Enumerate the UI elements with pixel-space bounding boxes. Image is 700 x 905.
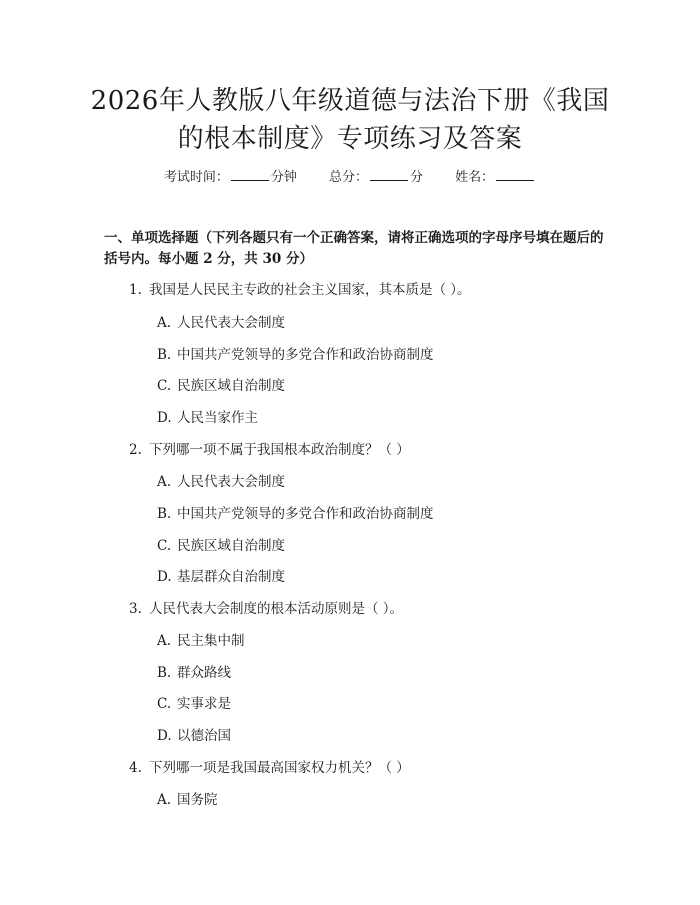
option-3b	[157, 663, 231, 683]
option-letter: B.	[157, 506, 172, 522]
question-number: 4.	[129, 760, 142, 776]
exam-time-unit: 分钟	[270, 170, 297, 185]
option-letter: A.	[157, 474, 172, 490]
question-number: 2.	[129, 442, 142, 458]
option-letter: D.	[157, 569, 172, 585]
option-letter: C.	[157, 696, 172, 712]
option-4a	[157, 790, 218, 810]
option-2b	[157, 504, 434, 524]
option-letter: B.	[157, 347, 172, 363]
option-letter: A.	[157, 633, 172, 649]
option-1c	[157, 376, 285, 396]
exam-time-blank	[231, 168, 269, 181]
option-text: 人民代表大会制度	[177, 315, 285, 331]
option-text: 基层群众自治制度	[177, 569, 285, 585]
option-letter: C.	[157, 538, 172, 554]
student-name-label: 姓名：	[455, 170, 495, 185]
total-score-unit: 分	[410, 170, 424, 185]
option-letter: D.	[157, 728, 172, 744]
question-number: 3.	[129, 601, 142, 617]
option-1a	[157, 313, 285, 333]
option-3d	[157, 726, 231, 746]
question-stem: 我国是人民民主专政的社会主义国家，其本质是（ ）。	[149, 282, 471, 298]
student-name-blank	[496, 168, 534, 181]
exam-info-line	[0, 168, 700, 187]
total-score-blank	[370, 168, 408, 181]
total-score-label: 总分：	[328, 170, 368, 185]
question-3	[129, 599, 403, 619]
option-letter: A.	[157, 315, 172, 331]
option-1b	[157, 345, 434, 365]
exam-time-field	[164, 168, 297, 187]
section-heading: 一、单项选择题（下列各题只有一个正确答案，请将正确选项的字母序号填在题后的括号内。每小题 2 分，共 30 分）	[104, 230, 604, 267]
option-text: 民族区域自治制度	[177, 538, 285, 554]
question-number: 1.	[129, 282, 142, 298]
option-2a	[157, 472, 285, 492]
option-letter: C.	[157, 378, 172, 394]
option-text: 人民当家作主	[177, 410, 258, 426]
option-text: 中国共产党领导的多党合作和政治协商制度	[177, 347, 434, 363]
total-score-field	[329, 168, 423, 187]
option-2c	[157, 536, 285, 556]
option-1d	[157, 408, 258, 428]
option-text: 人民代表大会制度	[177, 474, 285, 490]
option-text: 国务院	[177, 792, 218, 808]
student-name-field	[455, 168, 536, 187]
question-stem: 人民代表大会制度的根本活动原则是（ ）。	[149, 601, 404, 617]
option-3a	[157, 631, 245, 651]
document-title: 2026年人教版八年级道德与法治下册《我国的根本制度》专项练习及答案	[90, 86, 610, 154]
question-stem: 下列哪一项不属于我国根本政治制度？（ ）	[149, 442, 410, 458]
option-3c	[157, 694, 231, 714]
option-text: 民族区域自治制度	[177, 378, 285, 394]
option-letter: B.	[157, 665, 172, 681]
option-letter: D.	[157, 410, 172, 426]
question-4	[129, 758, 410, 778]
option-2d	[157, 567, 285, 587]
option-letter: A.	[157, 792, 172, 808]
question-2	[129, 440, 410, 460]
question-stem: 下列哪一项是我国最高国家权力机关？（ ）	[149, 760, 410, 776]
option-text: 实事求是	[177, 696, 231, 712]
option-text: 以德治国	[177, 728, 231, 744]
exam-time-label: 考试时间：	[163, 170, 229, 185]
option-text: 民主集中制	[177, 633, 245, 649]
option-text: 中国共产党领导的多党合作和政治协商制度	[177, 506, 434, 522]
question-1	[129, 280, 471, 300]
option-text: 群众路线	[177, 665, 231, 681]
